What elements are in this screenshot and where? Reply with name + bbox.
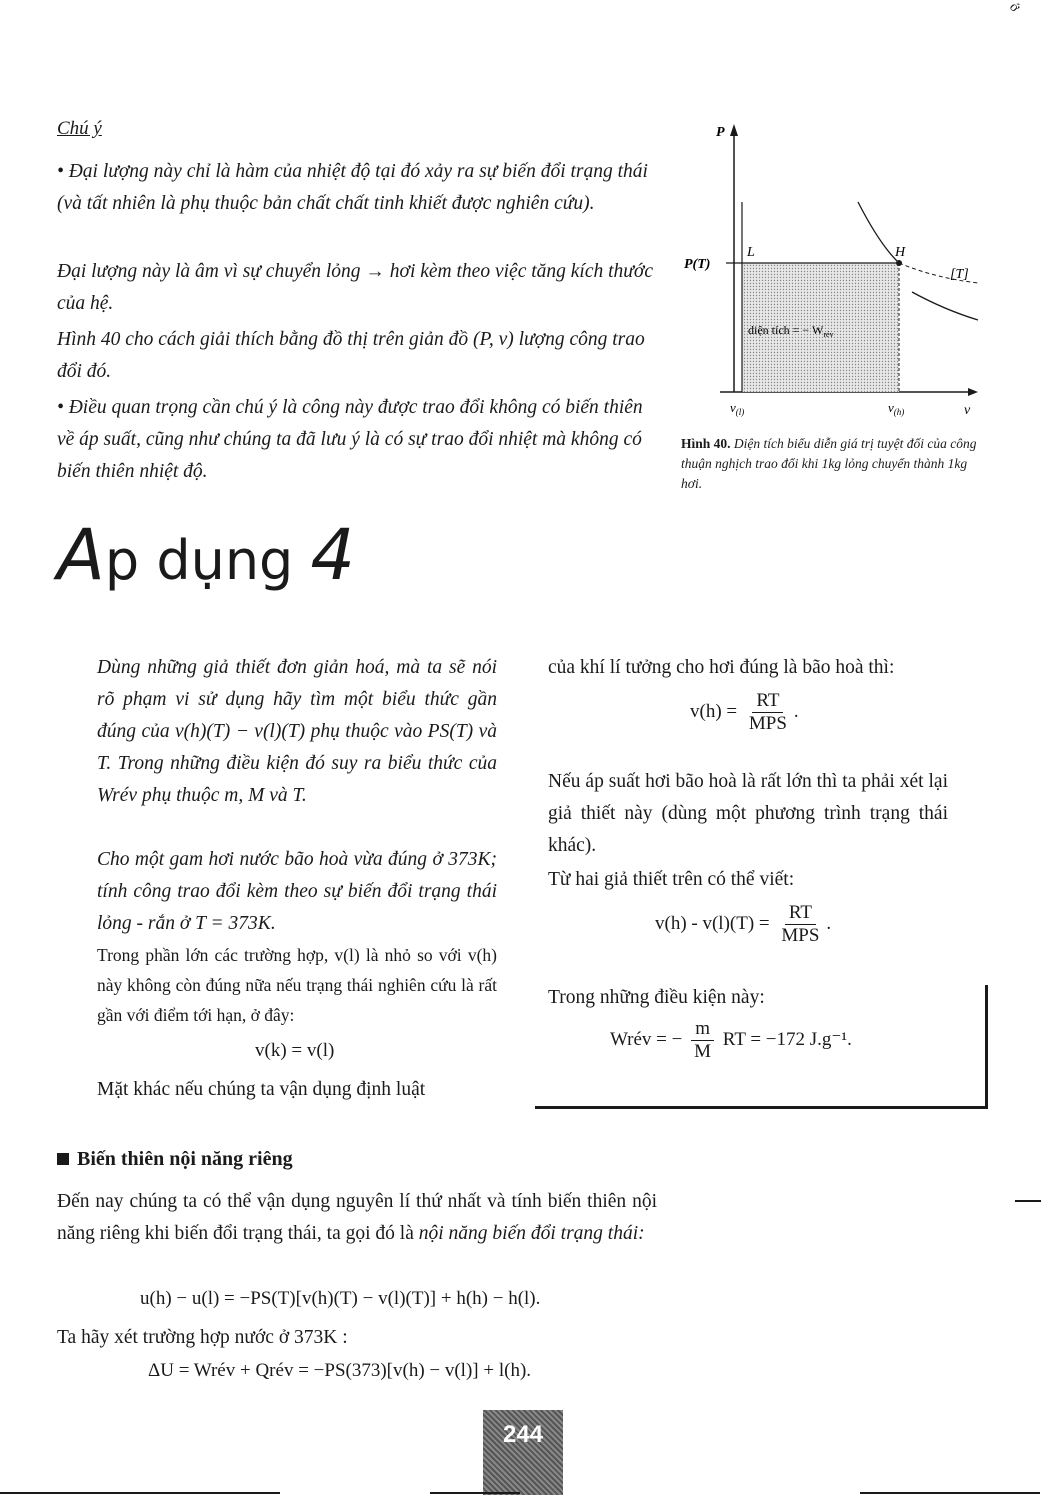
eq2-lhs: v(h) - v(l)(T) = [655, 912, 770, 934]
axis-p-label: P [716, 125, 725, 140]
eq1-lhs: v(h) = [690, 700, 738, 722]
application-task-1: Dùng những giả thiết đơn giản hoá, mà ta sẽ nói rõ phạm vi sử dụng hãy tìm một biểu thức gần đúng của v(h)(T) − v(l)(T) phụ thuộc vào PS(T) và T. Trong những điều kiện đó suy ra biểu thức của Wrév phụ thuộc m, M và T. [97, 657, 497, 806]
eq3-denominator: M [694, 1041, 712, 1062]
note-paragraph-3: Hình 40 cho cách giải thích bằng đồ thị trên giản đồ (P, v) lượng công trao đổi đó. [57, 329, 645, 382]
section-text-a: Đến nay chúng ta có thể vận dụng nguyên lí thứ nhất và tính biến thiên nội năng riêng khi biến đổi trạng thái, ta gọi đó là [57, 1191, 657, 1244]
title-letter: A [57, 514, 105, 596]
equation-vh: v(h) = $\frac{RT}{\text{MPS}}$ . [690, 690, 799, 734]
equation-vk: v(k) = v(l) [255, 1040, 335, 1061]
section-paragraph-1 [57, 1186, 657, 1250]
application-task-2: Cho một gam hơi nước bão hoà vừa đúng ở 373K; tính công trao đổi kèm theo sự biến đổi trạng thái lỏng - rắn ở T = 373K. [97, 849, 497, 934]
vh-label: $v_{(h)}$ [888, 400, 905, 417]
footer-line-left [0, 1492, 280, 1494]
caption-label: Hình 40. [681, 436, 731, 451]
eq2-numerator: RT [785, 902, 816, 925]
caption-text: Diện tích biểu diễn giá trị tuyệt đối của công thuận nghịch trao đổi khi 1kg lỏng chuyển thành 1kg hơi. [681, 436, 977, 491]
title-number: 4 [310, 514, 356, 596]
section-bullet [57, 1153, 69, 1165]
application-text-3: Trong phần lớn các trường hợp, v(l) là nhỏ so với v(h) này không còn đúng nữa nếu trạng thái nghiên cứu là rất gần với điểm tới hạn, ở đây: [97, 945, 497, 1025]
saturation-curve [858, 202, 899, 263]
v-axis-arrow [968, 388, 978, 396]
section-text-b: nội năng biến đổi trạng thái: [418, 1223, 645, 1244]
pt-label: P(T) [684, 257, 711, 272]
page-number: 244 [483, 1410, 563, 1495]
equation-delta-u: ΔU = Wrév + Qrév = −PS(373)[v(h) − v(l)] + l(h). [148, 1360, 532, 1381]
application-text-4: Mặt khác nếu chúng ta vận dụng định luật [97, 1079, 426, 1100]
eq1-numerator: RT [752, 690, 783, 713]
section-paragraph-2: Ta hãy xét trường hợp nước ở 373K : [57, 1327, 348, 1348]
note-bullet-2: • Điều quan trọng cần chú ý là công này được trao đổi không có biến thiên về áp suất, cũng như chúng ta đã lưu ý là có sự trao đổi nhiệt mà không có biến thiên nhiệt độ. [57, 397, 643, 482]
figure-40 [680, 120, 990, 420]
footer-line-right [860, 1492, 1040, 1494]
area-label: diện tích = − $W_{rév}$ [748, 323, 834, 339]
note-heading: Chú ý [57, 118, 102, 139]
eq3-lhs: Wrév = − [610, 1028, 683, 1050]
application-right-4: Trong những điều kiện này: [548, 987, 765, 1008]
application-right-2: Nếu áp suất hơi bão hoà là rất lớn thì ta phải xét lại giả thiết này (dùng một phương trình trạng thái khác). [548, 771, 948, 856]
equation-internal-energy: u(h) − u(l) = −PS(T)[v(h)(T) − v(l)(T)] + h(h) − h(l). [140, 1288, 541, 1309]
note-paragraph-2: Đại lượng này là âm vì sự chuyển lỏng → hơi kèm theo việc tăng kích thước của hệ. [57, 261, 653, 314]
result-box-bottom [535, 1106, 988, 1109]
eq3-numerator: m [691, 1018, 714, 1041]
axis-v-label: v [964, 403, 971, 418]
application-right-1: của khí lí tưởng cho hơi đúng là bão hoà thì: [548, 657, 895, 678]
eq3-rhs: RT = −172 J.g⁻¹. [722, 1028, 852, 1050]
section-heading-text: Biến thiên nội năng riêng [77, 1148, 293, 1170]
p-axis-arrow [730, 124, 738, 136]
footer-line-mid [430, 1492, 520, 1494]
l-label: L [747, 245, 755, 260]
section-heading [57, 1148, 293, 1171]
application-right-3: Từ hai giả thiết trên có thể viết: [548, 869, 795, 890]
figure-caption [681, 434, 991, 494]
eq1-denominator: MPS [748, 713, 787, 734]
result-box-right [985, 985, 988, 1109]
corner-mark: ớ [1006, 0, 1022, 16]
eq2-denominator: MPS [781, 925, 820, 946]
t-label: [T] [950, 267, 969, 282]
equation-vh-minus-vl: v(h) - v(l)(T) = $\frac{RT}{\text{MPS}}$ . [655, 902, 832, 946]
margin-mark [1015, 1200, 1041, 1202]
equation-wrev [610, 1018, 852, 1063]
point-h [896, 260, 902, 266]
application-title [57, 514, 356, 596]
note-bullet-1: • Đại lượng này chỉ là hàm của nhiệt độ tại đó xảy ra sự biến đổi trạng thái (và tất nhiên là phụ thuộc bản chất chất tinh khiết được nghiên cứu). [57, 161, 648, 214]
h-label: H [895, 245, 906, 260]
title-word: p dụng [104, 529, 311, 592]
isotherm-curve-2 [912, 292, 978, 320]
vl-label: $v_{(l)}$ [730, 400, 745, 417]
